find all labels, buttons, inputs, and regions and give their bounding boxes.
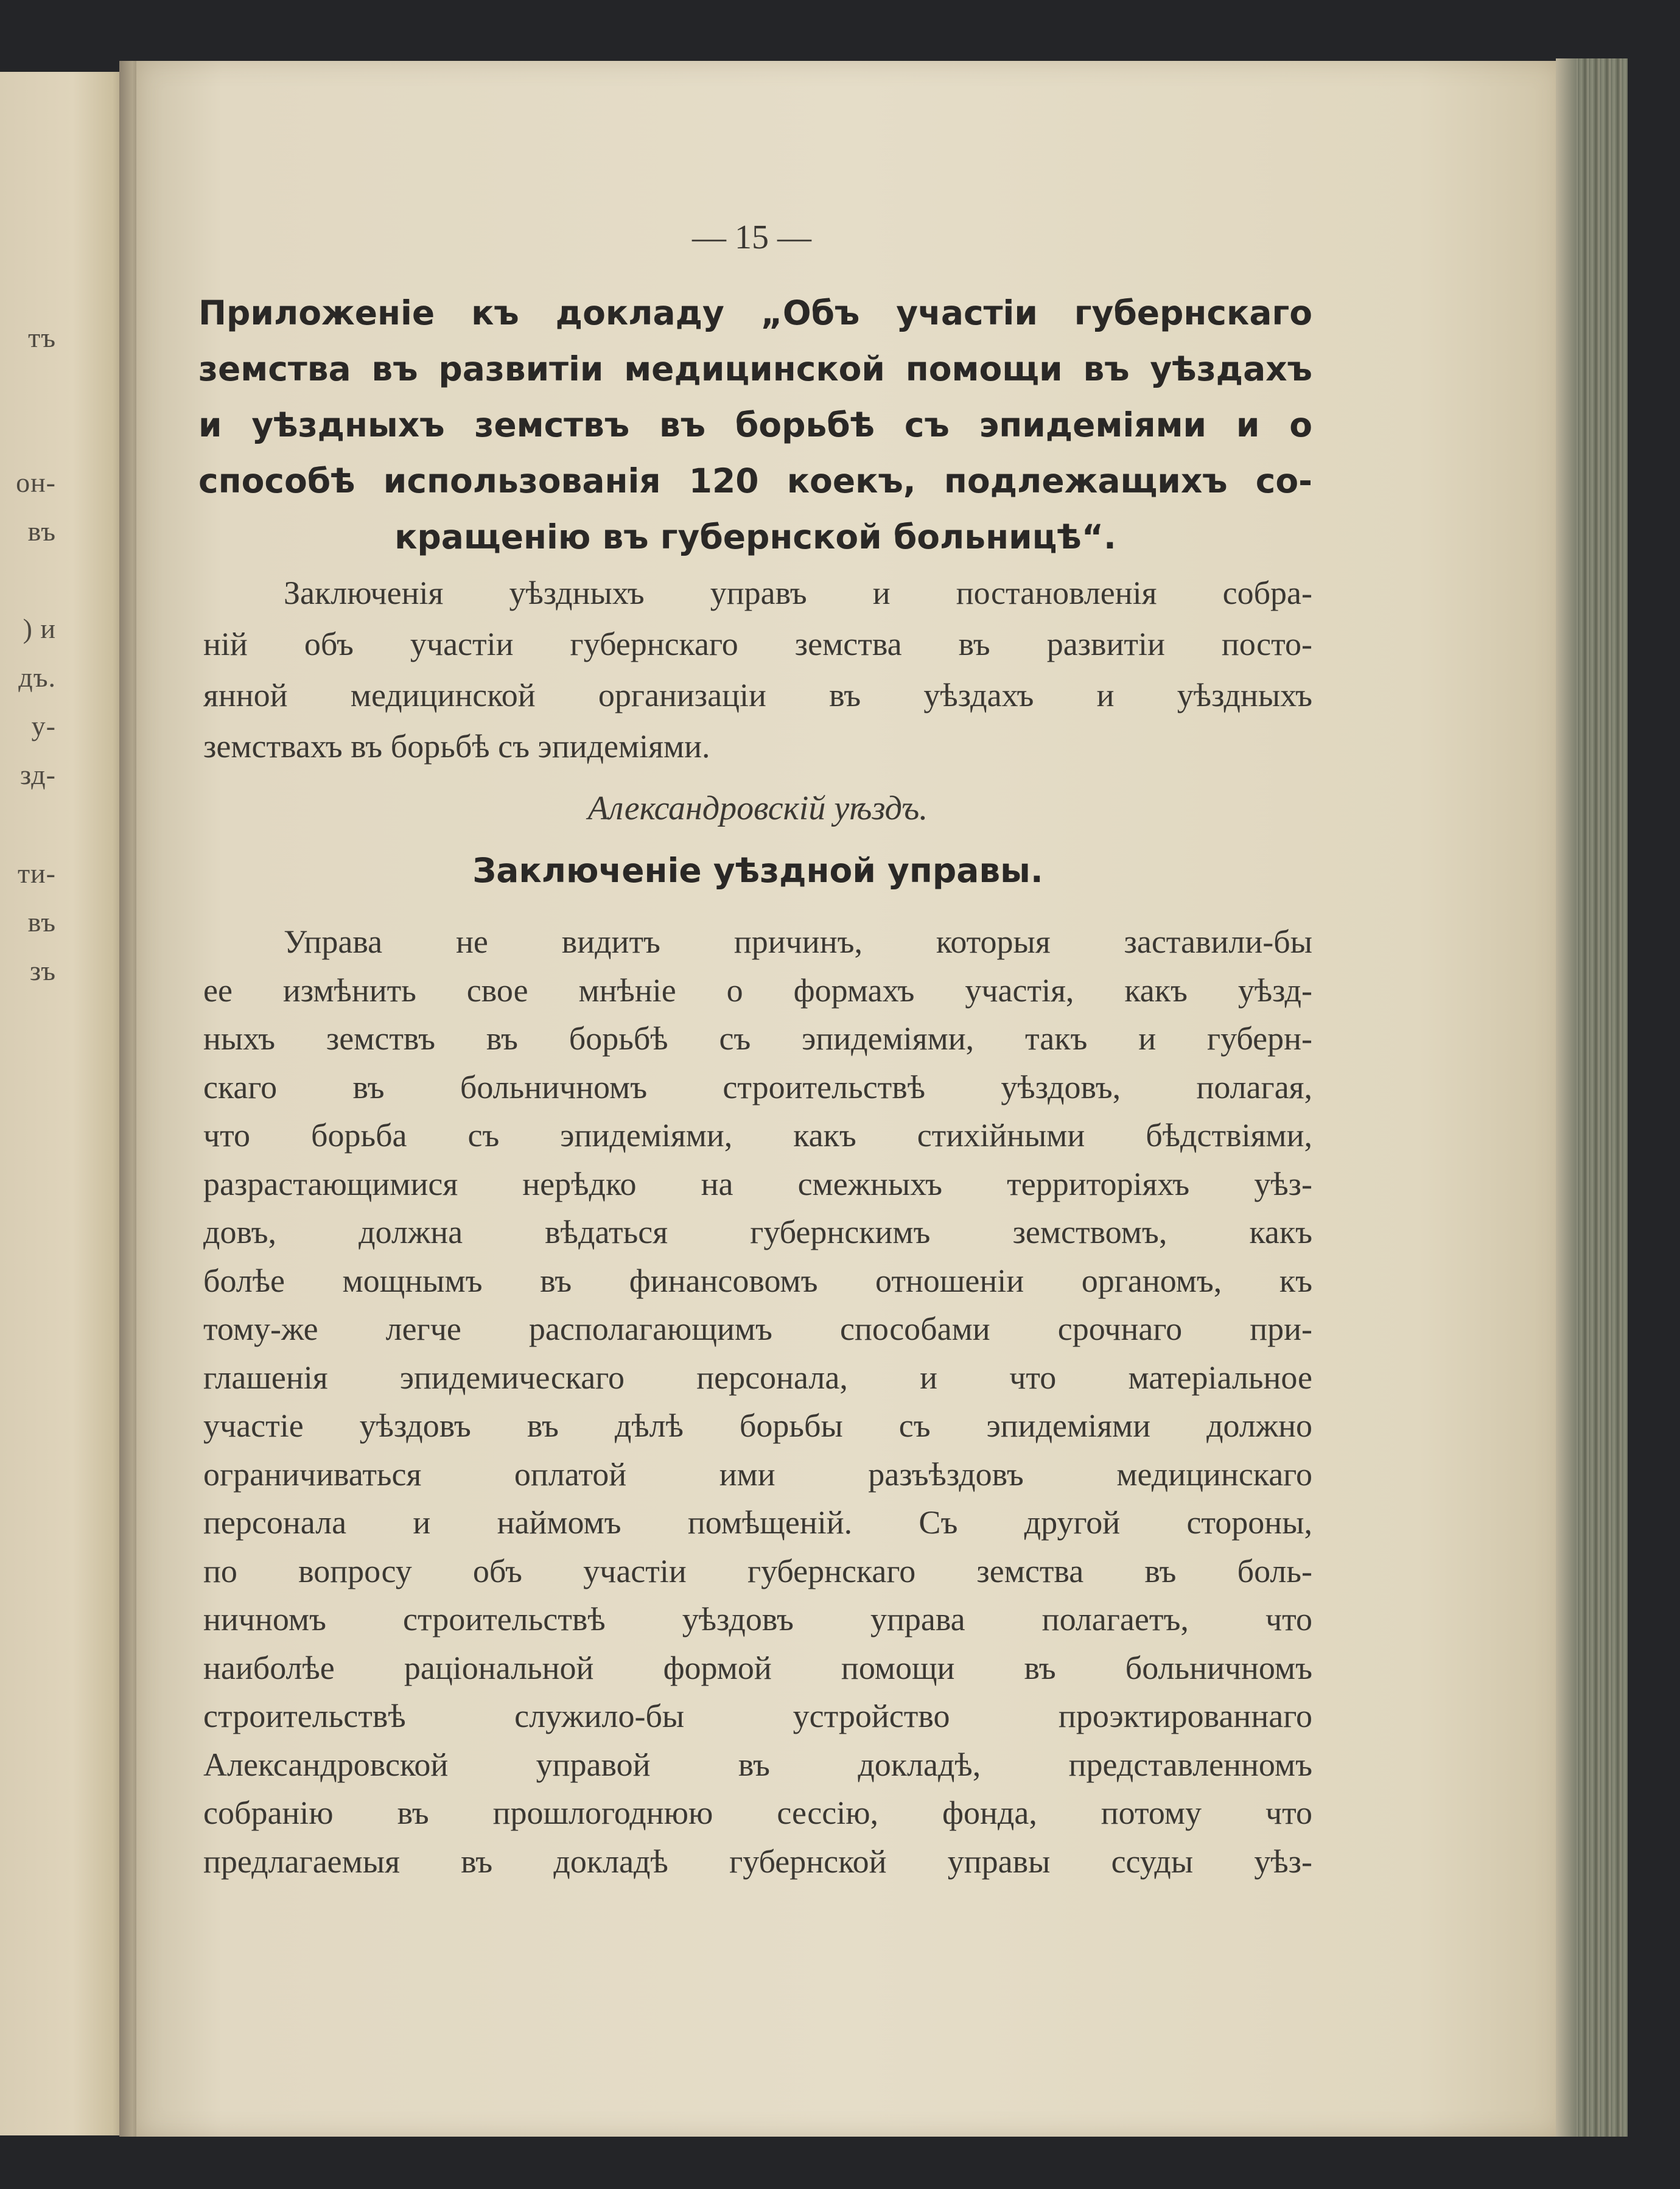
- text-line: ныхъ земствъ въ борьбѣ съ эпидеміями, такъ и губерн-: [203, 1020, 1312, 1057]
- text-line: болѣе мощнымъ въ финансовомъ отношеніи органомъ, къ: [203, 1262, 1312, 1299]
- heading-line: способѣ использованія 120 коекъ, подлежащихъ со-: [198, 461, 1312, 500]
- heading-line: Приложеніе къ докладу „Объ участіи губернскаго: [198, 293, 1312, 332]
- text-line: строительствѣ служило-бы устройство проэктированнаго: [203, 1698, 1312, 1734]
- text-line: персонала и наймомъ помѣщеній. Съ другой стороны,: [203, 1504, 1312, 1541]
- text-line: по вопросу объ участіи губернскаго земства въ боль-: [203, 1552, 1312, 1589]
- intro-paragraph: [203, 567, 1312, 772]
- left-page-fragment: ти-: [17, 858, 56, 889]
- text-line: ній объ участіи губернскаго земства въ развитіи посто-: [203, 626, 1312, 662]
- left-page-fragment: ) и: [23, 613, 56, 644]
- text-line: ограничиваться оплатой ими разъѣздовъ медицинскаго: [203, 1455, 1312, 1493]
- text-line: тому-же легче располагающимъ способами срочнаго при-: [203, 1311, 1312, 1347]
- text-line: Управа не видитъ причинъ, которыя заставили-бы: [284, 923, 1312, 960]
- left-page-fragment: тъ: [28, 322, 56, 353]
- page-number: — 15 —: [692, 219, 811, 256]
- left-page-fragment: въ: [27, 906, 56, 937]
- text-line: Александровской управой въ докладѣ, представленномъ: [203, 1746, 1312, 1783]
- left-page-fragment: въ: [27, 516, 56, 547]
- text-line: участіе уѣздовъ въ дѣлѣ борьбы съ эпидеміями должно: [203, 1407, 1312, 1444]
- text-line: янной медицинской организаціи въ уѣздахъ и уѣздныхъ: [203, 677, 1312, 713]
- text-line: довъ, должна вѣдаться губернскимъ земствомъ, какъ: [203, 1214, 1312, 1250]
- district-title: Александровскій уѣздъ.: [587, 790, 928, 827]
- text-line: предлагаемыя въ докладѣ губернской управы ссуды уѣз-: [203, 1843, 1312, 1880]
- page-edge-shadow: [1556, 58, 1577, 2137]
- left-page-fragment: зъ: [29, 955, 56, 986]
- text-line: ее измѣнить свое мнѣніе о формахъ участія, какъ уѣзд-: [203, 972, 1312, 1009]
- text-line: ничномъ строительствѣ уѣздовъ управа полагаетъ, что: [203, 1601, 1312, 1637]
- text-line: собранію въ прошлогоднюю сессію, фонда, потому что: [203, 1795, 1312, 1831]
- left-page-fragment: дъ.: [18, 662, 56, 693]
- heading-line: кращенію въ губернской больницѣ“.: [394, 517, 1116, 556]
- text-line: наиболѣе раціональной формой помощи въ больничномъ: [203, 1649, 1312, 1686]
- text-line: Заключенія уѣздныхъ управъ и постановленія собра-: [284, 575, 1312, 611]
- text-line: скаго въ больничномъ строительствѣ уѣздовъ, полагая,: [203, 1068, 1312, 1105]
- heading-line: земства въ развитіи медицинской помощи въ уѣздахъ: [198, 349, 1312, 388]
- text-line: земствахъ въ борьбѣ съ эпидеміями.: [203, 728, 710, 765]
- text-line: что борьба съ эпидеміями, какъ стихійными бѣдствіями,: [203, 1117, 1312, 1154]
- heading-line: и уѣздныхъ земствъ въ борьбѣ съ эпидеміями и о: [198, 405, 1312, 444]
- section-title: Заключеніе уѣздной управы.: [472, 851, 1043, 890]
- appendix-heading: [198, 285, 1312, 565]
- text-line: разрастающимися нерѣдко на смежныхъ территоріяхъ уѣз-: [203, 1165, 1312, 1202]
- text-line: глашенія эпидемическаго персонала, и что матеріальное: [203, 1359, 1312, 1396]
- left-page-fragment: у-: [31, 710, 56, 741]
- main-paragraph: [203, 918, 1312, 1886]
- left-page-fragment: он-: [16, 467, 56, 498]
- left-page-fragment: зд-: [19, 759, 56, 790]
- left-page-margin: [0, 72, 133, 2135]
